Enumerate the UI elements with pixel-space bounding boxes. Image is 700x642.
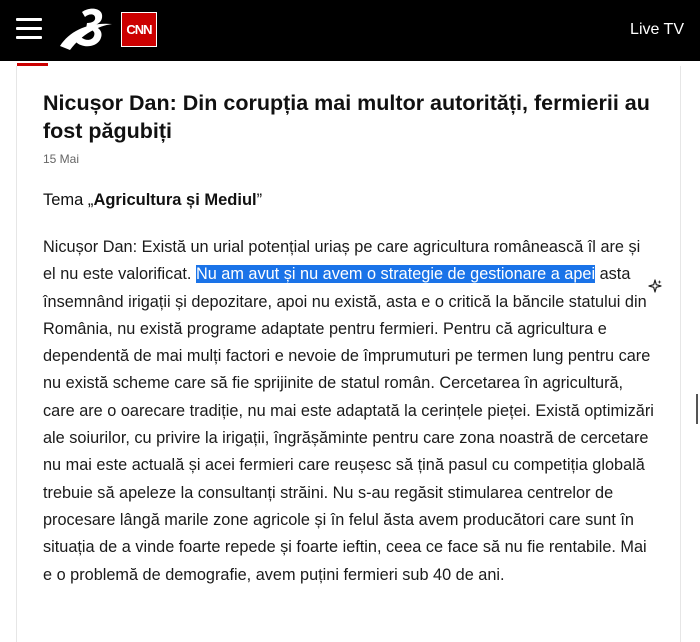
- paragraph-start: Nicușor Dan: Există un urial potențial uriaș pe care agricultura românească îl are și el nu este valorificat.: [43, 238, 641, 284]
- theme-name: Agricultura și Mediul: [93, 191, 257, 209]
- left-divider: [16, 66, 17, 642]
- theme-prefix: Tema „: [43, 191, 94, 209]
- right-divider: [680, 66, 681, 642]
- theme-suffix: ”: [256, 191, 263, 209]
- section-accent-bar: [17, 63, 48, 66]
- cnn-logo[interactable]: CNN: [121, 12, 157, 47]
- antena3-logo-icon[interactable]: [56, 6, 116, 54]
- hamburger-menu-icon[interactable]: [16, 18, 42, 40]
- scrollbar-thumb[interactable]: [696, 394, 698, 424]
- paragraph-rest: asta însemnând irigații și depozitare, apoi nu există, asta e o critică la băncile statului din România, nu există programe adaptate pentru fermieri. Pentru că agricultura e dependentă de mai mulți factori e nevoie de împrumuturi pe termen lung pentru care nu există scheme care să fie sprijinite de statul român. Cercetarea în agricultură, care are o oarecare tradiție, nu mai este adaptată la cerințele pieței. Există optimizări ale soiurilor, cu privire la irigații, îngrășăminte pentru care zona noastră de cercetare nu mai este actuală și acei fermieri care reușesc să țină pasul cu competiția globală trebuie să apeleze la consultanți străini. Nu s-au regăsit stimularea centrelor de procesare lângă marile zone agricole și în felul ăsta avem producători care sunt în situația de a vinde foarte repede și foarte ieftin, ceea ce face să nu fie rentabile. Mai e o problemă de demografie, avem puțini fermieri sub 40 de ani.: [43, 265, 654, 584]
- article-paragraph: [43, 234, 655, 589]
- article-theme: [43, 189, 262, 211]
- top-navigation-bar: [0, 0, 700, 61]
- selected-text[interactable]: Nu am avut și nu avem o strategie de gestionare a apei: [195, 265, 596, 284]
- article-title: Nicușor Dan: Din corupția mai multor autorități, fermierii au fost păgubiți: [43, 91, 650, 143]
- sparkle-icon[interactable]: [648, 279, 662, 293]
- live-tv-link[interactable]: Live TV: [630, 21, 684, 38]
- article-date: 15 Mai: [43, 152, 80, 166]
